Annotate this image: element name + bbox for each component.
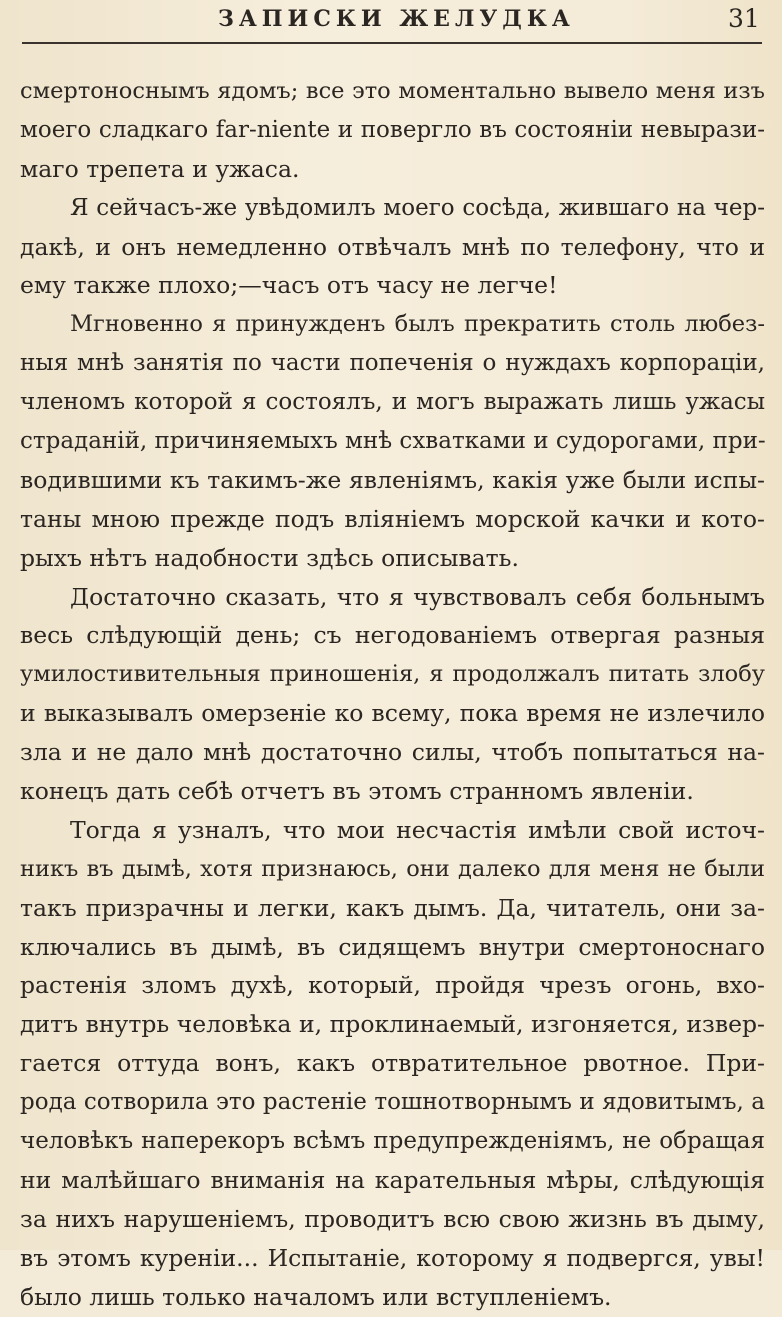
text-line: такъ призрачны и легки, какъ дымъ. Да, читатель, они за-	[20, 893, 765, 922]
text-line: никъ въ дымѣ, хотя признаюсь, они далеко для меня не были	[20, 855, 765, 882]
text-line: Тогда я узналъ, что мои несчастія имѣли свой источ-	[70, 815, 765, 844]
page-number: 31	[728, 4, 760, 33]
text-line: моего сладкаго far-niente и повергло въ состояніи невырази-	[20, 116, 765, 143]
text-line: Мгновенно я принужденъ былъ прекратить столь любез-	[70, 311, 765, 338]
text-line: Достаточно сказать, что я чувствовалъ себя больнымъ	[70, 582, 765, 611]
text-line: Я сейчасъ-же увѣдомилъ моего сосѣда, жившаго на чер-	[70, 194, 765, 221]
text-line: членомъ которой я состоялъ, и могъ выражать лишь ужасы	[20, 389, 765, 416]
text-line: конецъ дать себѣ отчетъ въ этомъ странномъ явленіи.	[20, 777, 694, 806]
text-line: рода сотворила это растеніе тошнотворнымъ и ядовитымъ, а	[20, 1089, 765, 1116]
text-line: дитъ внутрь человѣка и, проклинаемый, изгоняется, извер-	[20, 1010, 765, 1039]
text-line: ни малѣйшаго вниманія на карательныя мѣры, слѣдующія	[20, 1165, 765, 1194]
text-line: весь слѣдующій день; съ негодованіемъ отвергая разныя	[20, 621, 765, 650]
text-line: маго трепета и ужаса.	[20, 154, 300, 183]
text-line: за нихъ нарушеніемъ, проводитъ всю свою жизнь въ дыму,	[20, 1204, 765, 1233]
text-line: ключались въ дымѣ, въ сидящемъ внутри смертоноснаго	[20, 932, 765, 961]
running-title: ЗАПИСКИ ЖЕЛУДКА	[218, 6, 575, 32]
text-line: ему также плохо;—часъ отъ часу не легче!	[20, 271, 558, 300]
text-line: зла и не дало мнѣ достаточно силы, чтобъ попытаться на-	[20, 738, 765, 767]
text-line: и выказывалъ омерзеніе ко всему, пока время не излечило	[20, 699, 765, 728]
text-line: гается оттуда вонъ, какъ отвратительное рвотное. При-	[20, 1049, 765, 1078]
text-line: таны мною прежде подъ вліяніемъ морской качки и кото-	[20, 504, 765, 533]
text-line: ныя мнѣ занятія по части попеченія о нуждахъ корпораціи,	[20, 350, 765, 377]
text-line: растенія зломъ духѣ, который, пройдя чрезъ огонь, вхо-	[20, 971, 765, 1000]
text-line: въ этомъ куреніи... Испытаніе, которому я подвергся, увы!	[20, 1243, 765, 1272]
running-header	[0, 0, 782, 44]
text-line: рыхъ нѣтъ надобности здѣсь описывать.	[20, 543, 519, 572]
text-line: человѣкъ наперекоръ всѣмъ предупрежденіямъ, не обращая	[20, 1128, 765, 1155]
text-line: водившими къ такимъ-же явленіямъ, какія уже были испы-	[20, 465, 765, 494]
body-text	[20, 72, 765, 1317]
text-line: было лишь только началомъ или вступленіемъ.	[20, 1282, 612, 1311]
text-line: дакѣ, и онъ немедленно отвѣчалъ мнѣ по телефону, что и	[20, 232, 765, 261]
header-rule	[22, 42, 762, 44]
text-line: смертоноснымъ ядомъ; все это моментально вывело меня изъ	[20, 78, 765, 104]
text-line: страданій, причиняемыхъ мнѣ схватками и судорогами, при-	[20, 428, 766, 455]
text-line: умилостивительныя приношенія, я продолжалъ питать злобу	[20, 661, 765, 688]
